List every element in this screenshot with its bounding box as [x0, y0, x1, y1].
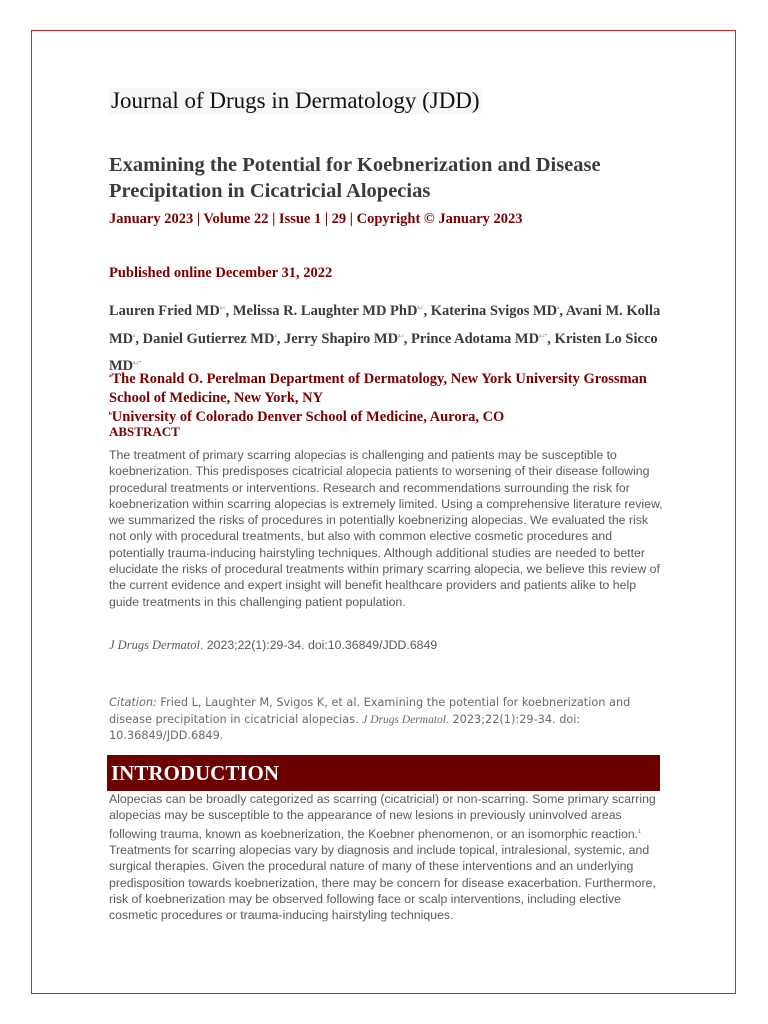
author: Daniel Gutierrez $MD^a$, — [142, 330, 284, 347]
introduction-text: Alopecias can be broadly categorized as scarring (cicatricial) or non-scarring. Some primary scarring alopecias may be susceptible to the appearance of new lesions in previously uninvolved areas following trauma, known as koebnerization, the Koebner phenomenon, or an isomorphic reaction.$^1$ Treatments for scarring alopecias vary by diagnosis and include topical, intralesional, systemic, and surgical therapies. Given the procedural nature of many of these interventions and an underlying predisposition towards koebnerization, there may be concern for disease exacerbation. Furthermore, risk of koebnerization may be observed following face or scalp interventions, including elective cosmetic procedures or trauma-inducing hairstyling techniques. — [109, 792, 656, 923]
abstract-text: The treatment of primary scarring alopecias is challenging and patients may be susceptible to koebnerization. This predisposes cicatricial alopecia patients to worsening of their disease following procedural treatments or interventions. Research and recommendations surrounding the risk for koebnerization within scarring alopecias is extremely limited. Using a comprehensive literature review, we summarized the risks of procedures in potentially koebnerizing alopecias. We evaluated the risk not only with procedural treatments, but also with common elective cosmetic procedures and potentially trauma-inducing hairstyling techniques. Although additional studies are needed to better elucidate the risks of procedural treatments within primary scarring alopecia, we believe this review of the current evidence and expert insight will benefit healthcare providers and patients alike to help guide treatments in this challenging patient population. — [109, 448, 663, 609]
journal-name: Journal of Drugs in Dermatology (JDD) — [111, 88, 480, 113]
author: Prince Adotama $MD^{a,c*}$, — [411, 330, 555, 347]
author: Kristen Lo Sicco $MD^{a,c*}$ — [109, 330, 658, 375]
author: Melissa R. Laughter MD PhD$^{b,c}$, — [232, 302, 431, 319]
citation-block: Citation: Fried L, Laughter M, Svigos K, et al. Examining the potential for koebnerization and disease precipitation in cicatricial alopecias. J Drugs Dermatol. 2023;22(1):29-34. doi: 10.36849/JDD.6849. — [109, 696, 631, 742]
published-date: Published online December 31, 2022 — [109, 265, 333, 281]
author: Katerina Svigos $MD^a$, — [430, 302, 566, 319]
abstract-heading: ABSTRACT — [109, 424, 180, 439]
author: Jerry Shapiro MD$^{a,c}$, — [283, 330, 412, 347]
author: Avani M. Kolla $MD^a$, — [109, 302, 661, 347]
article-title: Examining the Potential for Koebnerization and Disease Precipitation in Cicatricial Alopecias — [109, 154, 601, 202]
affiliation-b: $^b$University of Colorado Denver School of Medicine, Aurora, CO — [109, 408, 505, 425]
affiliation-a: $^a$The Ronald O. Perelman Department of Dermatology, New York University Grossman School of Medicine, New York, NY — [109, 370, 647, 406]
author: Lauren Fried MD$^{a,c}$, — [109, 302, 233, 319]
issue-meta: January 2023 | Volume 22 | Issue 1 | 29 | Copyright © January 2023 — [109, 211, 523, 227]
introduction-heading: INTRODUCTION — [107, 755, 660, 791]
jdd-citation: J Drugs Dermatol. 2023;22(1):29-34. doi:10.36849/JDD.6849 — [109, 638, 438, 652]
